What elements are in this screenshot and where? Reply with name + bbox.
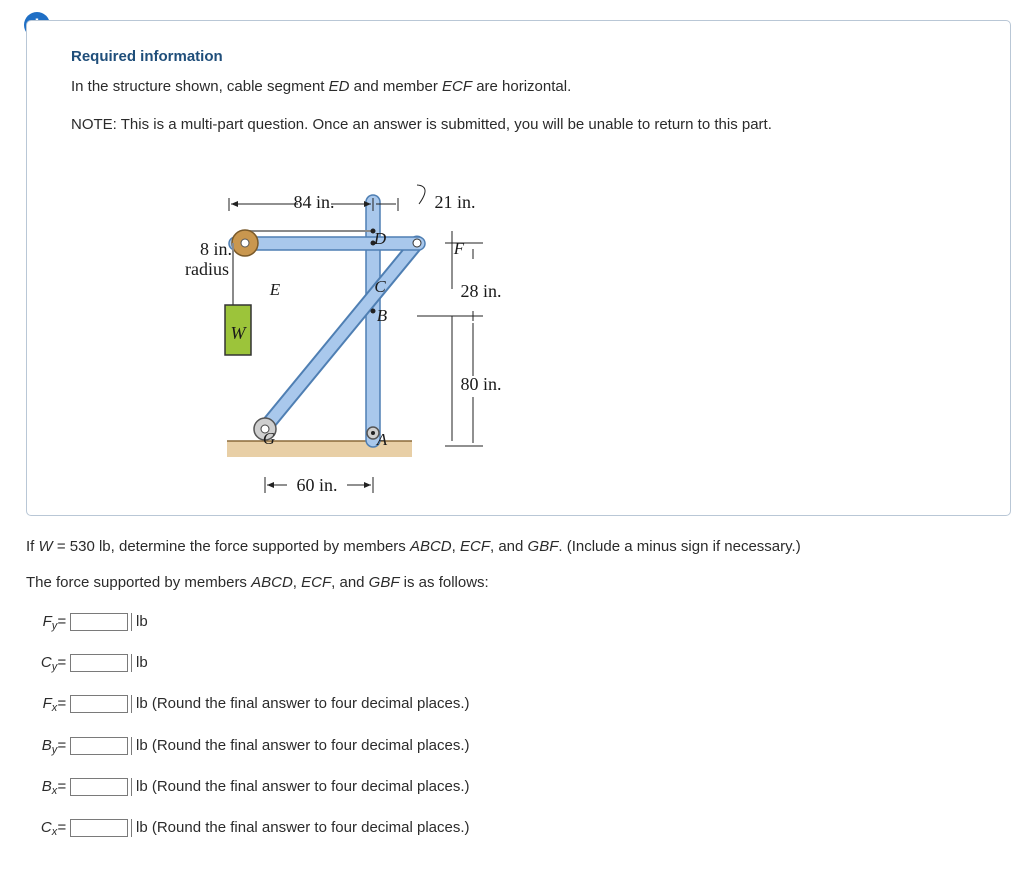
radius-label-1: 8 in. [199, 239, 233, 259]
cx-input[interactable] [70, 819, 128, 837]
cy-unit: lb [131, 654, 148, 672]
weight-label: W [230, 323, 246, 343]
answer-intro: The force supported by members ABCD, ECF, and GBF is as follows: [26, 574, 489, 591]
answer-row-fy [26, 610, 148, 634]
dim-60-label: 60 in. [296, 475, 338, 495]
fx-unit: lb (Round the final answer to four decimal places.) [131, 695, 470, 713]
structure-figure [147, 171, 537, 501]
problem-statement: In the structure shown, cable segment ED and member ECF are horizontal. [71, 78, 572, 95]
answer-row-fx [26, 692, 470, 716]
fy-label: $F_y=$ [42, 612, 66, 632]
fy-unit: lb [131, 613, 148, 631]
answer-row-by [26, 734, 470, 758]
question-text: If W = 530 lb, determine the force supported by members ABCD, ECF, and GBF. (Include a minus sign if necessary.) [26, 538, 801, 555]
answer-row-cy [26, 651, 148, 675]
dim-84-label: 84 in. [293, 192, 335, 212]
point-d-label: D [373, 229, 387, 248]
by-unit: lb (Round the final answer to four decimal places.) [131, 737, 470, 755]
by-input[interactable] [70, 737, 128, 755]
answer-row-cx [26, 816, 470, 840]
cx-unit: lb (Round the final answer to four decimal places.) [131, 819, 470, 837]
dim-21-label: 21 in. [434, 192, 476, 212]
cy-label: $C_y=$ [40, 653, 66, 673]
point-c-label: C [374, 277, 386, 296]
required-info-panel [26, 20, 1011, 516]
dim-28-label: 28 in. [460, 281, 502, 301]
cx-label: $C_x=$ [40, 818, 66, 838]
point-a-label: A [376, 430, 388, 449]
point-f-label: F [453, 239, 465, 258]
bx-unit: lb (Round the final answer to four decimal places.) [131, 778, 470, 796]
radius-label-2: radius [185, 259, 229, 279]
point-e-label: E [269, 280, 281, 299]
answer-row-bx [26, 775, 470, 799]
point-b-label: B [376, 306, 388, 325]
point-g-label: G [262, 429, 276, 448]
dim-80-label: 80 in. [460, 374, 502, 394]
fx-label: $F_x=$ [42, 694, 66, 714]
note-text: NOTE: This is a multi-part question. Once an answer is submitted, you will be unable to return to this part. [71, 116, 772, 133]
bx-input[interactable] [70, 778, 128, 796]
bx-label: $B_x=$ [41, 777, 66, 797]
by-label: $B_y=$ [41, 736, 66, 756]
fx-input[interactable] [70, 695, 128, 713]
required-info-title: Required information [71, 48, 223, 65]
fy-input[interactable] [70, 613, 128, 631]
cy-input[interactable] [70, 654, 128, 672]
